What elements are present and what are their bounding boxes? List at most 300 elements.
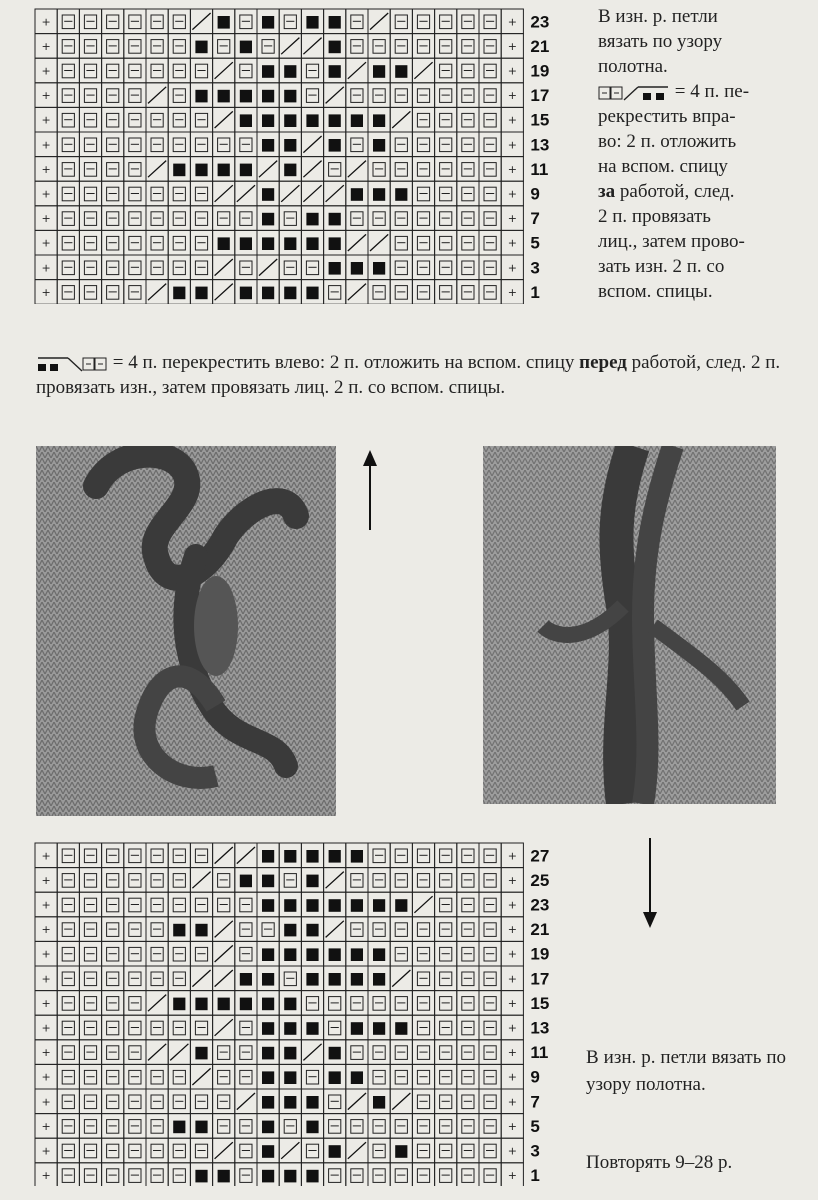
knit-stitch-icon: + — [41, 947, 51, 961]
cross-line-icon — [259, 161, 277, 178]
row-number-label: 1 — [530, 282, 540, 302]
purl-cell-icon — [329, 1047, 341, 1060]
purl-cell-icon — [218, 164, 230, 177]
cross-line-icon — [303, 185, 321, 202]
row-number-label: 7 — [530, 209, 540, 229]
purl-cell-icon — [262, 114, 274, 127]
knit-stitch-icon: + — [41, 138, 51, 152]
knit-cell-icon — [173, 1095, 185, 1109]
purl-cell-icon — [284, 1096, 296, 1109]
knit-cell-icon — [440, 1169, 452, 1183]
purl-cell-icon — [306, 924, 318, 937]
purl-cell-icon — [395, 899, 407, 912]
repeat-note: Повторять 9–28 р. — [586, 1152, 733, 1173]
knit-cell-icon — [62, 947, 74, 961]
cross-line-icon — [215, 259, 233, 276]
cross-line-icon — [348, 62, 366, 79]
knit-cell-icon — [62, 1095, 74, 1109]
knit-stitch-icon: + — [41, 187, 51, 201]
right-cross-line-2: рекрестить впра- — [598, 106, 736, 127]
purl-cell-icon — [284, 139, 296, 152]
chart-cells — [35, 9, 523, 304]
cross-line-icon — [192, 970, 210, 987]
right-cross-line-1 — [598, 79, 788, 104]
bottom-chart — [34, 842, 594, 1186]
knit-stitch-icon: + — [507, 15, 517, 29]
knit-stitch-icon: + — [507, 1169, 517, 1183]
purl-cell-icon — [262, 1047, 274, 1060]
knit-stitch-icon: + — [507, 64, 517, 78]
knit-cell-icon — [84, 89, 96, 103]
knit-stitch-icon: + — [507, 89, 517, 103]
right-cross-line-4: на вспом. спицу — [598, 156, 728, 177]
knit-cell-icon — [484, 947, 496, 961]
cross-line-icon — [348, 284, 366, 301]
row-number-label: 3 — [530, 258, 540, 278]
purl-cell-icon — [262, 65, 274, 78]
cross-line-icon — [215, 62, 233, 79]
knit-stitch-icon: + — [41, 1070, 51, 1084]
purl-cell-icon — [306, 1096, 318, 1109]
cross-line-icon — [192, 13, 210, 30]
purl-cell-icon — [218, 90, 230, 103]
row-number-label: 11 — [530, 1043, 549, 1063]
knit-cell-icon — [484, 89, 496, 103]
knit-cell-icon — [173, 1169, 185, 1183]
knit-cell-icon — [240, 947, 252, 961]
knit-cell-icon — [84, 1169, 96, 1183]
cross-line-icon — [348, 1093, 366, 1110]
purl-cell-icon — [395, 1145, 407, 1158]
knit-cell-icon — [373, 89, 385, 103]
row-number-label: 23 — [530, 12, 550, 32]
purl-cell-icon — [240, 114, 252, 127]
purl-cell-icon — [329, 1071, 341, 1084]
purl-cell-icon — [329, 948, 341, 961]
right-cross-line-3: во: 2 п. отложить — [598, 131, 737, 152]
knit-stitch-icon: + — [41, 113, 51, 127]
purl-cell-icon — [329, 41, 341, 54]
knit-stitch-icon: + — [507, 1095, 517, 1109]
cross-line-icon — [237, 1093, 255, 1110]
cross-line-icon — [148, 1044, 166, 1061]
row-number-label: 15 — [530, 110, 550, 130]
row-number-label: 21 — [530, 920, 550, 940]
purl-cell-icon — [395, 65, 407, 78]
purl-cell-icon — [240, 998, 252, 1011]
purl-cell-icon — [218, 237, 230, 250]
cross-line-icon — [148, 87, 166, 104]
right-cross-text-1: = 4 п. пе- — [674, 81, 750, 102]
knit-photo-left — [36, 446, 336, 816]
knit-cell-icon — [129, 874, 141, 888]
knit-stitch-icon: + — [41, 261, 51, 275]
purl-cell-icon — [218, 1170, 230, 1183]
row-number-label: 3 — [530, 1141, 540, 1161]
cross-line-icon — [215, 970, 233, 987]
purl-cell-icon — [351, 114, 363, 127]
purl-cell-icon — [173, 924, 185, 937]
purl-cell-icon — [240, 875, 252, 888]
knit-cell-icon — [462, 997, 474, 1011]
row-number-label: 11 — [530, 159, 549, 179]
purl-cell-icon — [218, 998, 230, 1011]
right-cross-line-6: 2 п. провязать — [598, 206, 711, 227]
purl-cell-icon — [284, 899, 296, 912]
purl-cell-icon — [329, 973, 341, 986]
purl-cell-icon — [262, 1022, 274, 1035]
knit-cell-icon — [395, 286, 407, 300]
knit-photo-left-image — [36, 446, 336, 816]
knit-cell-icon — [329, 1095, 341, 1109]
knit-stitch-icon: + — [41, 996, 51, 1010]
purl-cell-icon — [173, 287, 185, 300]
row-number-label: 19 — [530, 944, 550, 964]
knit-stitch-icon: + — [41, 1144, 51, 1158]
chart-cells — [35, 843, 523, 1186]
knit-cell-icon — [462, 1169, 474, 1183]
knit-cell-icon — [373, 997, 385, 1011]
row-number-label: 5 — [530, 1116, 540, 1136]
cross-line-icon — [370, 234, 388, 251]
knit-cell-icon — [84, 163, 96, 177]
knit-cell-icon — [129, 1095, 141, 1109]
knit-cell-icon — [84, 947, 96, 961]
purl-cell-icon — [284, 1022, 296, 1035]
knit-cell-icon — [395, 1169, 407, 1183]
knit-cell-icon — [417, 1169, 429, 1183]
cross-line-icon — [326, 921, 344, 938]
row-number-label: 27 — [530, 846, 550, 866]
purl-cell-icon — [306, 850, 318, 863]
knit-photo-right-image — [483, 446, 776, 804]
purl-cell-icon — [373, 65, 385, 78]
purl-cell-icon — [351, 899, 363, 912]
knit-cell-icon — [440, 163, 452, 177]
purl-cell-icon — [195, 287, 207, 300]
purl-cell-icon — [262, 899, 274, 912]
knit-cell-icon — [395, 1046, 407, 1060]
purl-cell-icon — [306, 1170, 318, 1183]
knit-cell-icon — [173, 947, 185, 961]
knit-cell-icon — [151, 947, 163, 961]
purl-cell-icon — [262, 998, 274, 1011]
cross-line-icon — [303, 1044, 321, 1061]
knit-stitch-icon: + — [41, 162, 51, 176]
purl-cell-icon — [329, 899, 341, 912]
knit-stitch-icon: + — [41, 89, 51, 103]
purl-cell-icon — [284, 114, 296, 127]
cross-line-icon — [414, 896, 432, 913]
knit-cell-icon — [329, 997, 341, 1011]
knit-cell-icon — [351, 997, 363, 1011]
purl-cell-icon — [306, 899, 318, 912]
knit-stitch-icon: + — [507, 39, 517, 53]
knit-cell-icon — [484, 286, 496, 300]
purl-cell-icon — [284, 90, 296, 103]
row-number-label: 15 — [530, 993, 550, 1013]
purl-cell-icon — [195, 998, 207, 1011]
cross-line-icon — [237, 185, 255, 202]
knit-cell-icon — [107, 1046, 119, 1060]
right-cross-line-7: лиц., затем прово- — [598, 231, 745, 252]
knit-cell-icon — [62, 163, 74, 177]
purl-cell-icon — [262, 875, 274, 888]
purl-cell-icon — [240, 164, 252, 177]
purl-cell-icon — [195, 41, 207, 54]
knit-stitch-icon: + — [507, 972, 517, 986]
purl-cell-icon — [262, 188, 274, 201]
knit-stitch-icon: + — [41, 236, 51, 250]
knit-cell-icon — [62, 89, 74, 103]
knit-cell-icon — [417, 997, 429, 1011]
left-cross-symbol-icon — [36, 355, 108, 373]
knit-cell-icon — [395, 163, 407, 177]
purl-cell-icon — [262, 1145, 274, 1158]
purl-cell-icon — [262, 1121, 274, 1134]
knit-cell-icon — [62, 997, 74, 1011]
purl-cell-icon — [306, 875, 318, 888]
row-number-label: 19 — [530, 61, 550, 81]
purl-cell-icon — [173, 1121, 185, 1134]
purl-cell-icon — [306, 114, 318, 127]
knit-cell-icon — [107, 286, 119, 300]
cross-line-icon — [414, 62, 432, 79]
knit-cell-icon — [484, 163, 496, 177]
purl-cell-icon — [329, 139, 341, 152]
knit-stitch-icon: + — [41, 1046, 51, 1060]
knit-stitch-icon: + — [507, 236, 517, 250]
cross-line-icon — [326, 87, 344, 104]
down-arrow-icon — [640, 836, 660, 935]
purl-cell-icon — [240, 90, 252, 103]
purl-cell-icon — [284, 998, 296, 1011]
knit-cell-icon — [129, 163, 141, 177]
cross-line-icon — [303, 136, 321, 153]
purl-cell-icon — [306, 213, 318, 226]
cross-line-icon — [215, 111, 233, 128]
knit-cell-icon — [373, 1046, 385, 1060]
knit-cell-icon — [107, 1095, 119, 1109]
knit-cell-icon — [440, 997, 452, 1011]
knit-cell-icon — [329, 286, 341, 300]
purl-cell-icon — [351, 262, 363, 275]
knit-stitch-icon: + — [507, 285, 517, 299]
knit-cell-icon — [306, 89, 318, 103]
knit-stitch-icon: + — [41, 212, 51, 226]
cross-line-icon — [148, 284, 166, 301]
purl-cell-icon — [195, 924, 207, 937]
purl-cell-icon — [373, 948, 385, 961]
knit-cell-icon — [484, 874, 496, 888]
knit-photo-right — [483, 446, 776, 804]
purl-cell-icon — [262, 1071, 274, 1084]
knit-cell-icon — [284, 874, 296, 888]
knit-stitch-icon: + — [507, 1046, 517, 1060]
knit-cell-icon — [440, 89, 452, 103]
cross-line-icon — [215, 847, 233, 864]
row-number-label: 13 — [530, 1018, 550, 1038]
knit-cell-icon — [484, 997, 496, 1011]
purl-cell-icon — [395, 188, 407, 201]
row-number-label: 9 — [530, 1067, 540, 1087]
knit-cell-icon — [218, 1046, 230, 1060]
knit-cell-icon — [84, 1095, 96, 1109]
cross-line-icon — [281, 38, 299, 55]
knit-stitch-icon: + — [507, 1021, 517, 1035]
purl-cell-icon — [373, 139, 385, 152]
knit-cell-icon — [173, 89, 185, 103]
row-number-label: 17 — [530, 86, 550, 106]
knit-cell-icon — [484, 1169, 496, 1183]
purl-cell-icon — [329, 16, 341, 29]
left-cross-text-b: работой, след. 2 п. провязать изн., затем провязать лиц. 2 п. со вспом. спицы. — [36, 352, 781, 398]
knit-cell-icon — [484, 1046, 496, 1060]
knit-cell-icon — [151, 874, 163, 888]
knit-cell-icon — [440, 947, 452, 961]
knit-cell-icon — [84, 997, 96, 1011]
knit-cell-icon — [129, 1169, 141, 1183]
purl-cell-icon — [262, 287, 274, 300]
knit-stitch-icon: + — [507, 947, 517, 961]
left-cross-bold-word: перед — [579, 352, 627, 373]
knit-stitch-icon: + — [507, 138, 517, 152]
purl-cell-icon — [329, 213, 341, 226]
cross-line-icon — [237, 847, 255, 864]
knit-cell-icon — [107, 997, 119, 1011]
knit-cell-icon — [84, 286, 96, 300]
knit-cell-icon — [351, 874, 363, 888]
cross-line-icon — [192, 1068, 210, 1085]
knit-stitch-icon: + — [41, 15, 51, 29]
knit-cell-icon — [462, 89, 474, 103]
purl-cell-icon — [284, 850, 296, 863]
row-number-label: 1 — [530, 1166, 540, 1186]
knit-cell-icon — [351, 1046, 363, 1060]
knit-stitch-icon: + — [41, 923, 51, 937]
knit-stitch-icon: + — [507, 1070, 517, 1084]
purl-cell-icon — [351, 1071, 363, 1084]
knit-cell-icon — [440, 874, 452, 888]
row-number-label: 5 — [530, 233, 540, 253]
knit-stitch-icon: + — [41, 1095, 51, 1109]
right-cross-bold-word: за — [598, 181, 616, 202]
cross-line-icon — [392, 1093, 410, 1110]
purl-cell-icon — [240, 973, 252, 986]
cross-line-icon — [303, 38, 321, 55]
cross-line-icon — [192, 872, 210, 889]
knit-cell-icon — [373, 163, 385, 177]
knit-cell-icon — [417, 286, 429, 300]
knit-stitch-icon: + — [507, 1144, 517, 1158]
purl-cell-icon — [240, 41, 252, 54]
row-number-label: 13 — [530, 135, 550, 155]
purl-cell-icon — [351, 188, 363, 201]
purl-cell-icon — [306, 973, 318, 986]
knit-stitch-icon: + — [41, 873, 51, 887]
knit-stitch-icon: + — [41, 1021, 51, 1035]
purl-cell-icon — [351, 973, 363, 986]
knit-cell-icon — [417, 89, 429, 103]
knit-stitch-icon: + — [41, 64, 51, 78]
cross-line-icon — [348, 161, 366, 178]
knit-stitch-icon: + — [41, 849, 51, 863]
cross-line-icon — [215, 1019, 233, 1036]
purl-cell-icon — [262, 850, 274, 863]
knit-cell-icon — [62, 874, 74, 888]
knit-cell-icon — [107, 1169, 119, 1183]
knit-stitch-icon: + — [41, 39, 51, 53]
cross-line-icon — [215, 185, 233, 202]
knit-cell-icon — [417, 947, 429, 961]
top-note-line-1: В изн. р. петли — [598, 6, 718, 27]
purl-cell-icon — [329, 65, 341, 78]
cross-line-icon — [170, 1044, 188, 1061]
knit-cell-icon — [329, 163, 341, 177]
knit-cell-icon — [107, 163, 119, 177]
cross-line-icon — [348, 234, 366, 251]
purl-cell-icon — [173, 164, 185, 177]
purl-cell-icon — [284, 237, 296, 250]
purl-cell-icon — [195, 90, 207, 103]
left-cross-text-a: = 4 п. перекрестить влево: 2 п. отложить на вспом. спицу — [112, 352, 575, 373]
knit-cell-icon — [195, 1095, 207, 1109]
knit-cell-icon — [395, 874, 407, 888]
cross-line-icon — [281, 1142, 299, 1159]
cross-line-icon — [348, 1142, 366, 1159]
knit-cell-icon — [351, 1169, 363, 1183]
knit-cell-icon — [107, 947, 119, 961]
knit-cell-icon — [195, 947, 207, 961]
purl-cell-icon — [195, 1121, 207, 1134]
knit-cell-icon — [129, 286, 141, 300]
knit-stitch-icon: + — [507, 162, 517, 176]
cross-line-icon — [215, 284, 233, 301]
knit-cell-icon — [395, 947, 407, 961]
purl-cell-icon — [306, 16, 318, 29]
knit-cell-icon — [462, 1046, 474, 1060]
purl-cell-icon — [306, 948, 318, 961]
knit-stitch-icon: + — [41, 898, 51, 912]
purl-cell-icon — [284, 948, 296, 961]
knit-cell-icon — [218, 1095, 230, 1109]
knit-stitch-icon: + — [41, 972, 51, 986]
knit-cell-icon — [417, 1046, 429, 1060]
knit-cell-icon — [84, 1046, 96, 1060]
right-cross-line-8: зать изн. 2 п. со — [598, 256, 725, 277]
knit-stitch-icon: + — [507, 849, 517, 863]
cross-line-icon — [148, 161, 166, 178]
cross-line-icon — [326, 185, 344, 202]
cross-line-icon — [259, 259, 277, 276]
knit-cell-icon — [440, 286, 452, 300]
purl-cell-icon — [284, 1047, 296, 1060]
bottom-note: В изн. р. петли вязать по узору полотна. — [586, 1047, 786, 1095]
knit-cell-icon — [351, 89, 363, 103]
cross-line-icon — [215, 1142, 233, 1159]
knit-cell-icon — [462, 163, 474, 177]
row-number-label: 25 — [530, 870, 550, 890]
row-number-label: 9 — [530, 184, 540, 204]
purl-cell-icon — [329, 1145, 341, 1158]
knit-cell-icon — [395, 89, 407, 103]
knit-stitch-icon: + — [507, 113, 517, 127]
knit-cell-icon — [462, 1095, 474, 1109]
knit-stitch-icon: + — [507, 212, 517, 226]
purl-cell-icon — [351, 850, 363, 863]
knit-cell-icon — [151, 1169, 163, 1183]
purl-cell-icon — [262, 1096, 274, 1109]
